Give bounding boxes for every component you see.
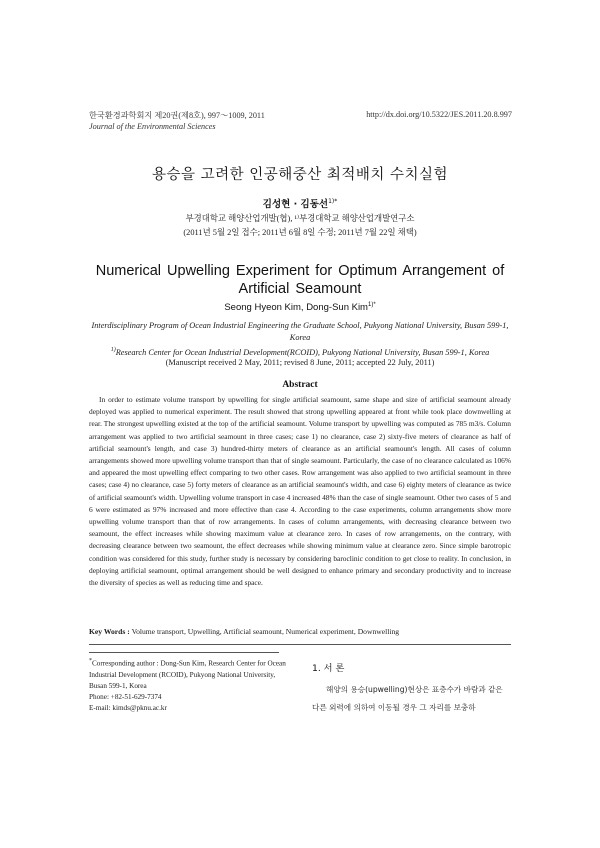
footnote-line-1 [89, 656, 289, 692]
english-affiliation-1: Interdisciplinary Program of Ocean Industrial Engineering the Graduate School, Pukyong National University, Busan 599-1, Korea [91, 321, 509, 342]
abstract-heading: Abstract [282, 380, 318, 390]
manuscript-dates: (Manuscript received 2 May, 2011; revised 8 June, 2011; accepted 22 July, 2011) [165, 358, 435, 367]
footnote-star: * [89, 658, 92, 664]
footnote-author: Corresponding author : Dong-Sun Kim, Research Center for Ocean Industrial Development (RCOID), Pukyong National University, Busan 599-1, Korea [89, 659, 286, 690]
english-author-sup: 1)* [367, 302, 376, 308]
running-header-left [89, 110, 265, 132]
introduction-text [312, 681, 512, 717]
journal-name: Journal of the Environmental Sciences [89, 122, 216, 131]
introduction-heading: 1. 서 론 [312, 663, 345, 674]
keywords [89, 627, 399, 636]
korean-affiliation: 부경대학교 해양산업개발(협), ¹⁾부경대학교 해양산업개발연구소 [185, 214, 415, 223]
keywords-label: Key Words : [89, 627, 130, 636]
keywords-text: Volume transport, Upwelling, Artificial seamount, Numerical experiment, Downwelling [131, 627, 400, 636]
korean-author-names: 김성현 · 김동선 [262, 199, 329, 210]
english-authors [0, 302, 600, 313]
footnote-phone: Phone: +82-51-629-7374 [89, 693, 162, 701]
english-title: Numerical Upwelling Experiment for Optimum Arrangement of Artificial Seamount [95, 263, 505, 297]
korean-author-sup: 1)* [328, 197, 338, 205]
footnote-email[interactable]: E-mail: kimds@pknu.ac.kr [89, 704, 167, 713]
corresponding-author-footnote [89, 656, 289, 714]
english-affiliation-2-line [90, 344, 510, 359]
korean-dates: (2011년 5월 2일 접수; 2011년 6월 8일 수정; 2011년 7월 22일 채택) [183, 228, 417, 237]
citation: 한국환경과학회지 제20권(제8호), 997～1009, 2011 [89, 111, 265, 120]
english-author-names: Seong Hyeon Kim, Dong-Sun Kim [224, 302, 368, 314]
korean-title: 용승을 고려한 인공해중산 최적배치 수치실험 [151, 167, 449, 183]
footnote-divider [89, 652, 279, 653]
abstract-body: In order to estimate volume transport by upwelling for single artificial seamount, same shape and size of artificial seamount already deployed was applied to numerical experiment. The result showed that strong upwelling appeared at front while took place downwelling at rear. The strongest upwelling existed at the top of the artificial seamount. Volume transport by upwelling was computed as 785 m3/s. Column arrangement was applied to two artificial seamount in three cases; case 1) no clearance, case 2) sixty-five meters of clearance as half of artificial seamount's length, and case 3) hundred-thirty meters of clearance as an artificial seamount's length. All cases of column arrangements showed more upwelling volume transport than that of single seamount. Particularly, the case of no clearance calculated as 106% and appeared the most upwelling effect comparing to two other cases. Row arrangement was also applied to two artificial seamount in three cases; case 4) no clearance, case 5) forty meters of clearance as an artificial seamount's width, and case 6) eighty meters of clearance as twice of artificial seamount's width. Upwelling volume transport in case 4 increased 48% than the case of single seamount. Other two cases of 5 and 6 were estimated as 97% increased and more effective than case 4. According to the case experiments, column arrangements show more upwelling volume transport than that of row arrangements. In cases of column arrangements, with decreasing clearance between two seamount, the effect increases while showing maximum value at clearance zero. In cases of row arrangements, on the contrary, with decreasing clearance between two seamount, the effect decreases while showing minimum value at clearance zero. Since simple barotropic condition was considered for this study, further study is necessary by considering baroclinic condition to get close to reality. In conclusion, in deploying artificial seamount, optimal arrangement should be well designed to enhance primary and secondary productivity and to increase the diversity of species as well as reducing time and space. [89, 395, 511, 588]
korean-authors [0, 196, 600, 210]
doi-link[interactable]: http://dx.doi.org/10.5322/JES.2011.20.8.997 [366, 110, 512, 119]
english-affiliation-2: Research Center for Ocean Industrial Development(RCOID), Pukyong National University, Busan 599-1, Korea [115, 347, 490, 357]
section-divider [89, 644, 511, 645]
affiliation-2-sup: 1) [110, 347, 116, 353]
english-affiliations [90, 320, 510, 359]
introduction-paragraph: 해양의 용승(upwelling)현상은 표층수가 바람과 같은 다른 외력에 의하여 이동될 경우 그 자리를 보충하 [312, 685, 503, 712]
